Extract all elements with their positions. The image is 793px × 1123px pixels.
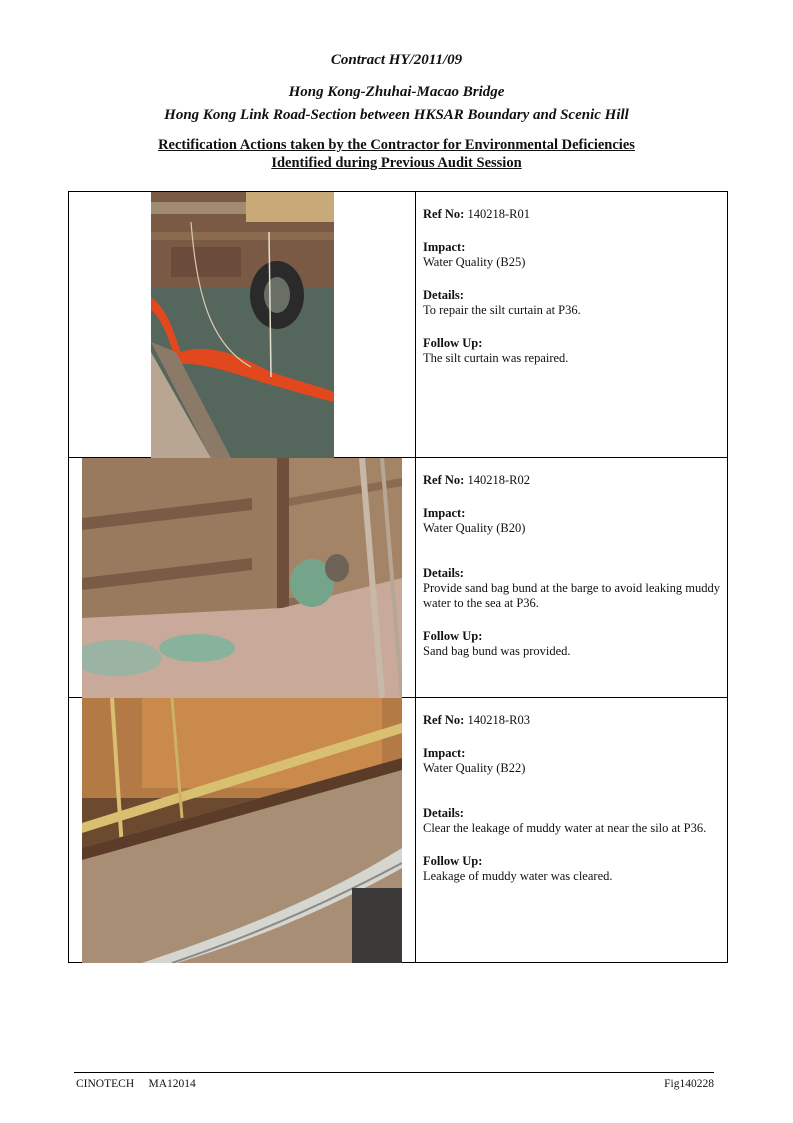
impact-label: Impact: bbox=[423, 746, 466, 760]
table-row bbox=[69, 698, 728, 963]
details-label: Details: bbox=[423, 566, 464, 580]
section-name: Hong Kong Link Road-Section between HKSAR Boundary and Scenic Hill bbox=[164, 107, 629, 123]
details-value: Clear the leakage of muddy water at near the silo at P36. bbox=[423, 821, 707, 835]
follow-up-value: Sand bag bund was provided. bbox=[423, 644, 571, 658]
silt-curtain-photo bbox=[151, 192, 334, 458]
ref-number: 140218-R01 bbox=[467, 207, 530, 221]
follow-up-block bbox=[423, 629, 720, 659]
ref-number: 140218-R03 bbox=[467, 713, 530, 727]
table-row bbox=[69, 458, 728, 698]
ref-line bbox=[423, 473, 720, 488]
rectification-table bbox=[68, 191, 728, 963]
ref-line bbox=[423, 207, 720, 222]
follow-up-block bbox=[423, 854, 720, 884]
impact-value: Water Quality (B22) bbox=[423, 761, 526, 775]
entry-details-cell bbox=[416, 458, 728, 698]
follow-up-block bbox=[423, 336, 720, 366]
sand-bag-bund-photo bbox=[82, 458, 402, 698]
impact-label: Impact: bbox=[423, 506, 466, 520]
details-block bbox=[423, 806, 720, 836]
project-name: Hong Kong-Zhuhai-Macao Bridge bbox=[288, 84, 505, 100]
photo-cell bbox=[69, 458, 416, 698]
impact-value: Water Quality (B20) bbox=[423, 521, 526, 535]
footer-divider bbox=[74, 1072, 714, 1073]
document-title-line-2: Identified during Previous Audit Session bbox=[271, 155, 522, 171]
details-label: Details: bbox=[423, 288, 464, 302]
footer-company: CINOTECH bbox=[76, 1078, 135, 1090]
details-label: Details: bbox=[423, 806, 464, 820]
photo-cell bbox=[69, 698, 416, 963]
details-block bbox=[423, 566, 720, 611]
document-title-line-1: Rectification Actions taken by the Contractor for Environmental Deficiencies bbox=[158, 137, 635, 153]
entry-details-cell bbox=[416, 698, 728, 963]
ref-line bbox=[423, 713, 720, 728]
details-value: To repair the silt curtain at P36. bbox=[423, 303, 581, 317]
footer-figure-number: Fig140228 bbox=[664, 1078, 714, 1090]
silo-leakage-photo bbox=[82, 698, 402, 963]
impact-block bbox=[423, 746, 720, 776]
contract-number: Contract HY/2011/09 bbox=[330, 52, 463, 68]
photo-cell bbox=[69, 192, 416, 458]
follow-up-label: Follow Up: bbox=[423, 336, 483, 350]
follow-up-label: Follow Up: bbox=[423, 629, 483, 643]
entry-details-cell bbox=[416, 192, 728, 458]
ref-label: Ref No: bbox=[423, 473, 465, 487]
ref-number: 140218-R02 bbox=[467, 473, 530, 487]
impact-block bbox=[423, 240, 720, 270]
table-row bbox=[69, 192, 728, 458]
follow-up-label: Follow Up: bbox=[423, 854, 483, 868]
details-value: Provide sand bag bund at the barge to avoid leaking muddy water to the sea at P36. bbox=[423, 581, 720, 610]
details-block bbox=[423, 288, 720, 318]
ref-label: Ref No: bbox=[423, 713, 465, 727]
ref-label: Ref No: bbox=[423, 207, 465, 221]
footer-doc-code: MA12014 bbox=[148, 1078, 196, 1090]
follow-up-value: The silt curtain was repaired. bbox=[423, 351, 569, 365]
impact-label: Impact: bbox=[423, 240, 466, 254]
impact-block bbox=[423, 506, 720, 536]
follow-up-value: Leakage of muddy water was cleared. bbox=[423, 869, 613, 883]
impact-value: Water Quality (B25) bbox=[423, 255, 526, 269]
footer-left bbox=[76, 1078, 196, 1090]
